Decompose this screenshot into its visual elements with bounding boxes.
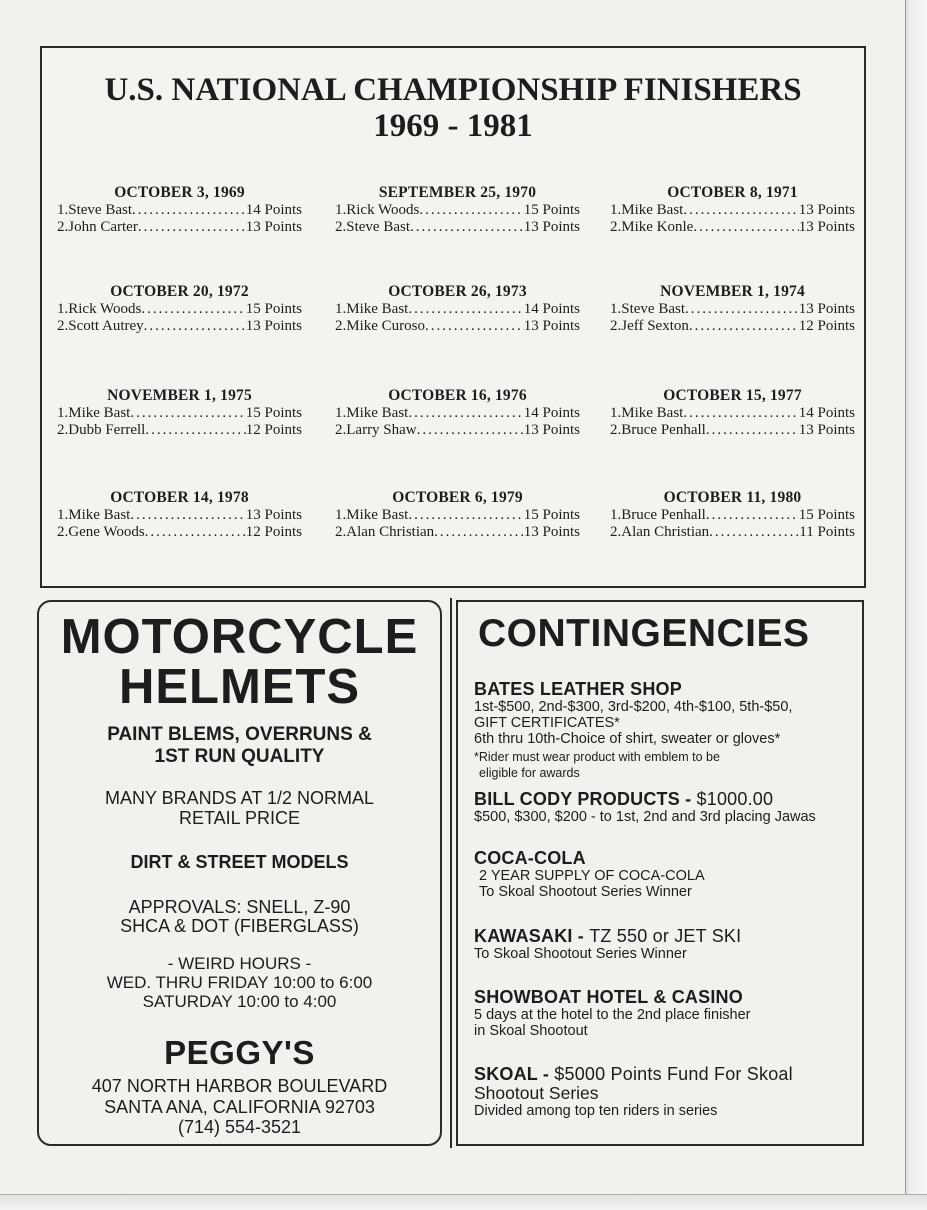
result-event [57,489,302,541]
prize-line: To Skoal Shootout Series Winner [479,884,692,900]
rank: 2. [57,422,69,438]
rank: 1. [610,405,622,421]
points: 13 Points [245,219,302,235]
rider-name: Jeff Sexton [621,318,689,334]
rank: 2. [610,422,622,438]
first-place [57,301,302,318]
ad-hours-line1: WED. THRU FRIDAY 10:00 to 6:00 [106,973,373,992]
rider-name: John Carter [68,219,138,235]
prize-line: 6th thru 10th-Choice of shirt, sweater or gloves* [474,731,781,747]
contingency-showboat [474,987,859,1039]
leader-dots [408,301,523,318]
second-place [610,318,855,335]
result-event [335,283,580,335]
prize-line: $500, $300, $200 - to 1st, 2nd and 3rd placing Jawas [474,809,816,825]
event-date: OCTOBER 8, 1971 [667,184,798,201]
page-bottom-edge [0,1194,927,1210]
second-place [57,422,302,439]
sponsor-name: BATES LEATHER SHOP [474,679,682,699]
contingencies-box [456,600,864,1146]
leader-dots [145,422,245,439]
leader-dots [419,202,523,219]
leader-dots [417,422,524,439]
leader-dots [425,318,524,335]
sponsor-line [474,926,859,946]
leader-dots [706,422,799,439]
sponsor-line [474,789,859,809]
ad-hours-line2: SATURDAY 10:00 to 4:00 [142,992,337,1011]
rank: 1. [57,507,69,523]
store-phone: (714) 554-3521 [177,1117,302,1137]
ad-hours-title: - WEIRD HOURS - [167,954,312,973]
points: 14 Points [245,202,302,218]
prize-amount: TZ 550 or JET SKI [589,926,742,946]
prize-line: Shootout Series [474,1083,599,1103]
first-place [610,301,855,318]
prize-line: 2 YEAR SUPPLY OF COCA-COLA [479,868,705,884]
result-event [335,184,580,236]
prize-line: 5 days at the hotel to the 2nd place finisher [474,1007,751,1023]
result-event [335,387,580,439]
points: 13 Points [523,318,580,334]
sponsor-name: BILL CODY PRODUCTS - [474,789,697,809]
points: 14 Points [523,301,580,317]
event-date: SEPTEMBER 25, 1970 [378,184,537,201]
sponsor-name: SKOAL - [474,1064,555,1084]
store-address-line2: SANTA ANA, CALIFORNIA 92703 [104,1097,375,1117]
rider-name: Alan Christian [346,524,435,540]
rider-name: Mike Bast [346,405,409,421]
store-name: PEGGY'S [164,1034,315,1071]
second-place [57,219,302,236]
second-place [57,318,302,335]
event-date: OCTOBER 16, 1976 [388,387,527,404]
rank: 2. [57,219,69,235]
points: 13 Points [798,422,855,438]
rank: 1. [57,405,69,421]
ad-approvals-line1: APPROVALS: SNELL, Z-90 [128,897,351,917]
rider-name: Mike Konle [621,219,694,235]
rider-name: Mike Bast [346,507,409,523]
results-years: 1969 - 1981 [373,108,533,144]
rank: 1. [610,301,622,317]
event-date: OCTOBER 14, 1978 [110,489,249,506]
rider-name: Scott Autrey [68,318,144,334]
rider-name: Rick Woods [346,202,420,218]
championship-results-box [40,46,866,588]
rank: 1. [335,507,347,523]
first-place [610,405,855,422]
rank: 1. [610,202,622,218]
ad-brands-line1: MANY BRANDS AT 1/2 NORMAL [104,788,375,808]
leader-dots [130,405,245,422]
rider-name: Dubb Ferrell [68,422,146,438]
prize-note: eligible for awards [479,766,580,780]
rank: 2. [335,318,347,334]
rank: 2. [610,318,622,334]
result-event [610,184,855,236]
points: 13 Points [523,219,580,235]
result-event [610,283,855,335]
points: 13 Points [245,507,302,523]
second-place [57,524,302,541]
rank: 1. [335,202,347,218]
event-date: NOVEMBER 1, 1974 [660,283,805,300]
leader-dots [408,507,523,524]
leader-dots [685,301,799,318]
leader-dots [689,318,799,335]
rider-name: Mike Bast [621,202,684,218]
contingency-kawasaki [474,926,859,962]
rider-name: Steve Bast [346,219,410,235]
first-place [335,202,580,219]
first-place [335,507,580,524]
rank: 1. [335,301,347,317]
rank: 1. [57,301,69,317]
rank: 2. [610,524,622,540]
prize-note: *Rider must wear product with emblem to be [474,750,720,764]
rider-name: Mike Bast [346,301,409,317]
event-date: OCTOBER 3, 1969 [114,184,245,201]
rank: 2. [57,524,69,540]
rider-name: Alan Christian [621,524,710,540]
rank: 2. [335,422,347,438]
rider-name: Bruce Penhall [621,422,706,438]
leader-dots [683,202,798,219]
event-date: OCTOBER 20, 1972 [110,283,249,300]
first-place [335,405,580,422]
first-place [610,507,855,524]
points: 11 Points [799,524,855,540]
event-date: OCTOBER 11, 1980 [663,489,802,506]
leader-dots [132,202,246,219]
contingency-bates [474,679,859,781]
rank: 2. [335,524,347,540]
prize-line: in Skoal Shootout [474,1023,588,1039]
points: 15 Points [245,301,302,317]
ad-approvals-line2: SHCA & DOT (FIBERGLASS) [120,916,359,936]
rank: 2. [335,219,347,235]
leader-dots [130,507,245,524]
points: 13 Points [798,301,855,317]
second-place [335,422,580,439]
ad-headline-line2: HELMETS [118,660,361,714]
ad-subhead-line2: 1ST RUN QUALITY [154,746,325,767]
contingency-coca-cola [474,848,859,900]
leader-dots [138,219,246,236]
contingency-skoal [474,1064,859,1119]
ad-headline-line1: MOTORCYCLE [60,610,419,664]
points: 15 Points [798,507,855,523]
ad-brands-line2: RETAIL PRICE [178,808,301,828]
results-title: U.S. NATIONAL CHAMPIONSHIP FINISHERS [104,72,802,108]
leader-dots [141,301,245,318]
leader-dots [434,524,524,541]
rider-name: Rick Woods [68,301,142,317]
prize-line: GIFT CERTIFICATES* [474,715,620,731]
ad-models: DIRT & STREET MODELS [130,852,349,872]
ad-subhead-line1: PAINT BLEMS, OVERRUNS & [107,724,372,745]
result-event [610,489,855,541]
rider-name: Gene Woods [68,524,145,540]
second-place [610,422,855,439]
rider-name: Mike Bast [68,507,131,523]
result-event [610,387,855,439]
prize-line: 1st-$500, 2nd-$300, 3rd-$200, 4th-$100, 5th-$50, [474,699,793,715]
points: 13 Points [798,202,855,218]
page-edge [905,0,927,1210]
result-event [57,184,302,236]
sponsor-name: COCA-COLA [474,848,586,868]
first-place [57,202,302,219]
leader-dots [709,524,799,541]
points: 14 Points [523,405,580,421]
points: 13 Points [798,219,855,235]
second-place [610,524,855,541]
leader-dots [706,507,799,524]
rider-name: Steve Bast [68,202,132,218]
first-place [57,507,302,524]
leader-dots [408,405,523,422]
leader-dots [145,524,246,541]
rank: 1. [57,202,69,218]
store-address-line1: 407 NORTH HARBOR BOULEVARD [91,1076,388,1096]
helmets-ad [37,600,442,1146]
leader-dots [693,219,798,236]
leader-dots [683,405,798,422]
rider-name: Mike Bast [621,405,684,421]
second-place [335,219,580,236]
points: 15 Points [245,405,302,421]
sponsor-name: SHOWBOAT HOTEL & CASINO [474,987,743,1007]
points: 15 Points [523,507,580,523]
contingency-bill-cody [474,789,859,825]
first-place [335,301,580,318]
prize-amount: $5000 Points Fund For Skoal [554,1064,793,1084]
event-date: OCTOBER 6, 1979 [392,489,523,506]
event-date: OCTOBER 26, 1973 [388,283,527,300]
sponsor-line [474,1064,859,1084]
event-date: NOVEMBER 1, 1975 [107,387,252,404]
rider-name: Steve Bast [621,301,685,317]
prize-amount: $1000.00 [696,789,774,809]
second-place [335,318,580,335]
leader-dots [410,219,524,236]
points: 12 Points [798,318,855,334]
first-place [610,202,855,219]
leader-dots [144,318,246,335]
points: 12 Points [245,422,302,438]
rank: 1. [335,405,347,421]
result-event [335,489,580,541]
points: 13 Points [523,524,580,540]
rider-name: Mike Curoso [346,318,425,334]
prize-line: To Skoal Shootout Series Winner [474,946,687,962]
points: 13 Points [523,422,580,438]
points: 13 Points [245,318,302,334]
result-event [57,283,302,335]
points: 12 Points [245,524,302,540]
event-date: OCTOBER 15, 1977 [663,387,802,404]
second-place [610,219,855,236]
prize-line: Divided among top ten riders in series [474,1103,718,1119]
rider-name: Mike Bast [68,405,131,421]
rider-name: Bruce Penhall [621,507,706,523]
rank: 2. [57,318,69,334]
second-place [335,524,580,541]
rank: 1. [610,507,622,523]
points: 14 Points [798,405,855,421]
first-place [57,405,302,422]
points: 15 Points [523,202,580,218]
result-event [57,387,302,439]
sponsor-name: KAWASAKI - [474,926,590,946]
contingencies-title: CONTINGENCIES [478,612,810,655]
rider-name: Larry Shaw [346,422,417,438]
column-divider [450,598,452,1148]
rank: 2. [610,219,622,235]
